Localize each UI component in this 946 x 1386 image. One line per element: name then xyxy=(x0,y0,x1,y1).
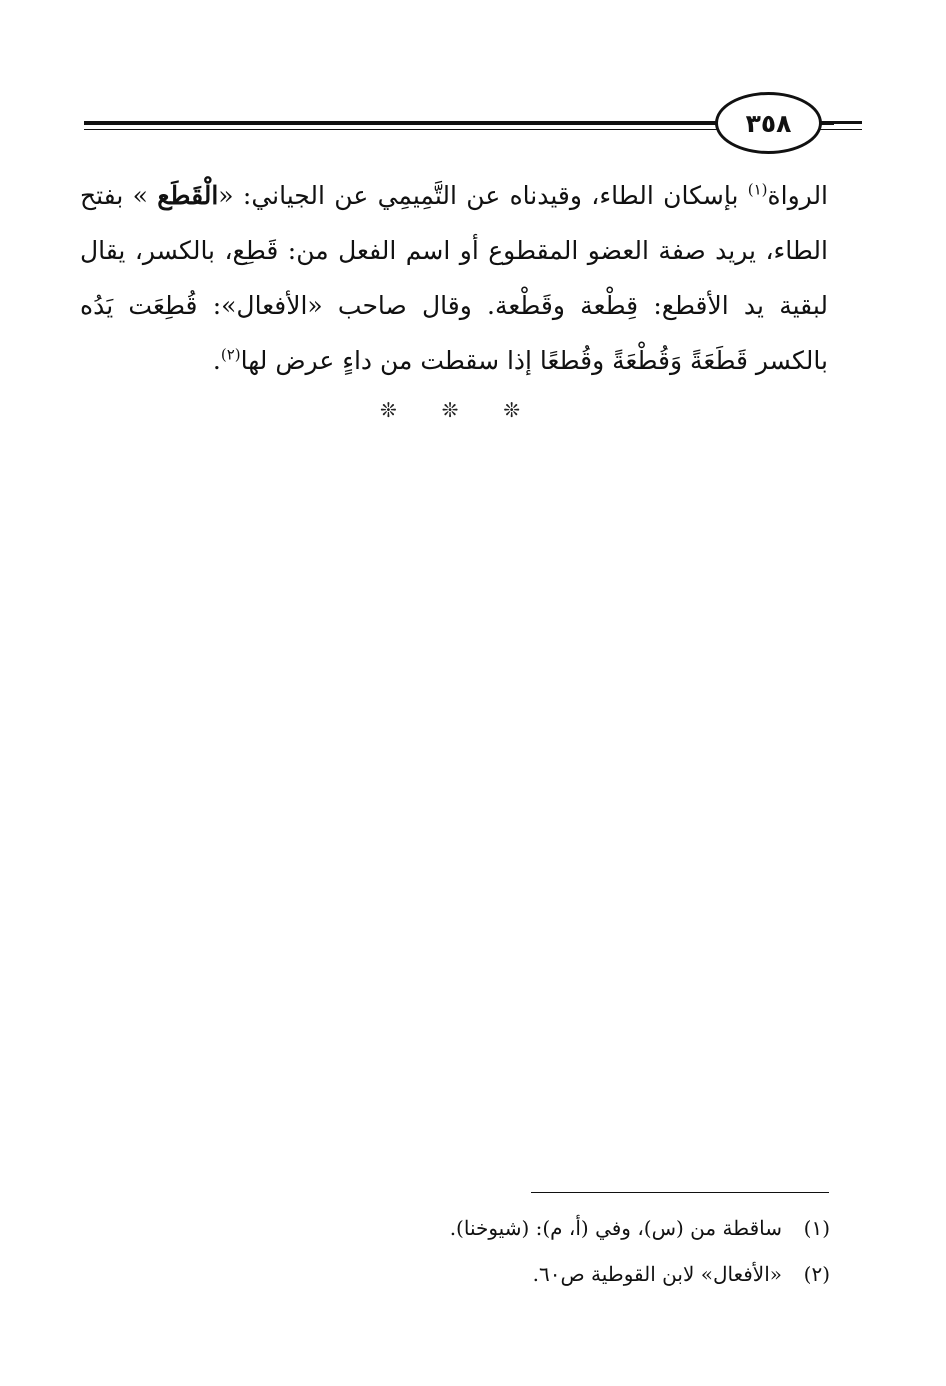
separator-star-icon: ❊ xyxy=(380,398,397,422)
footnote-2 xyxy=(300,1254,830,1300)
footnote-2-text: «الأفعال» لابن القوطية ص٦٠. xyxy=(532,1262,782,1286)
footnote-1-number: (١) xyxy=(803,1216,830,1240)
body-line-2: الطاء، يريد صفة العضو المقطوع أو اسم الفعل من: قَطِع، بالكسر، يقال xyxy=(80,236,828,265)
separator-star-icon: ❊ xyxy=(503,398,520,422)
body-line-1-start: الرواة xyxy=(767,181,829,210)
footnote-rule xyxy=(531,1192,829,1193)
body-line-1-bold-term: الْقَطَع xyxy=(157,181,219,210)
body-paragraph xyxy=(80,168,828,388)
page-number-badge xyxy=(715,92,822,154)
body-line-1 xyxy=(80,168,828,223)
separator-star-icon: ❊ xyxy=(441,398,459,422)
footnote-ref-1[interactable]: (١) xyxy=(747,180,768,199)
body-line-4-end: . xyxy=(212,346,221,375)
header-rule-end-thick xyxy=(822,121,862,124)
footnote-1-text: ساقطة من (س)، وفي (أ، م): (شيوخنا). xyxy=(449,1216,782,1240)
section-separator xyxy=(380,398,520,422)
footnote-2-number: (٢) xyxy=(803,1262,830,1286)
footnote-ref-2[interactable]: (٢) xyxy=(220,345,241,364)
page-number: ٣٥٨ xyxy=(745,108,792,138)
header-rule-end-thin xyxy=(822,129,862,130)
body-line-4 xyxy=(80,333,828,388)
footnote-1 xyxy=(300,1208,830,1254)
body-line-1-end: » بفتح xyxy=(80,181,158,210)
body-line-3: لبقية يد الأقطع: قِطْعة وقَطْعة. وقال صاحب «الأفعال»: قُطِعَت يَدُه xyxy=(80,291,828,320)
body-line-1-middle: بإسكان الطاء، وقيدناه عن التَّمِيمِي عن الجياني: « xyxy=(218,181,748,210)
body-line-4-start: بالكسر قَطَعَةً وَقُطْعَةً وقُطعًا إذا سقطت من داءٍ عرض لها xyxy=(240,346,828,375)
footnotes xyxy=(300,1208,830,1300)
